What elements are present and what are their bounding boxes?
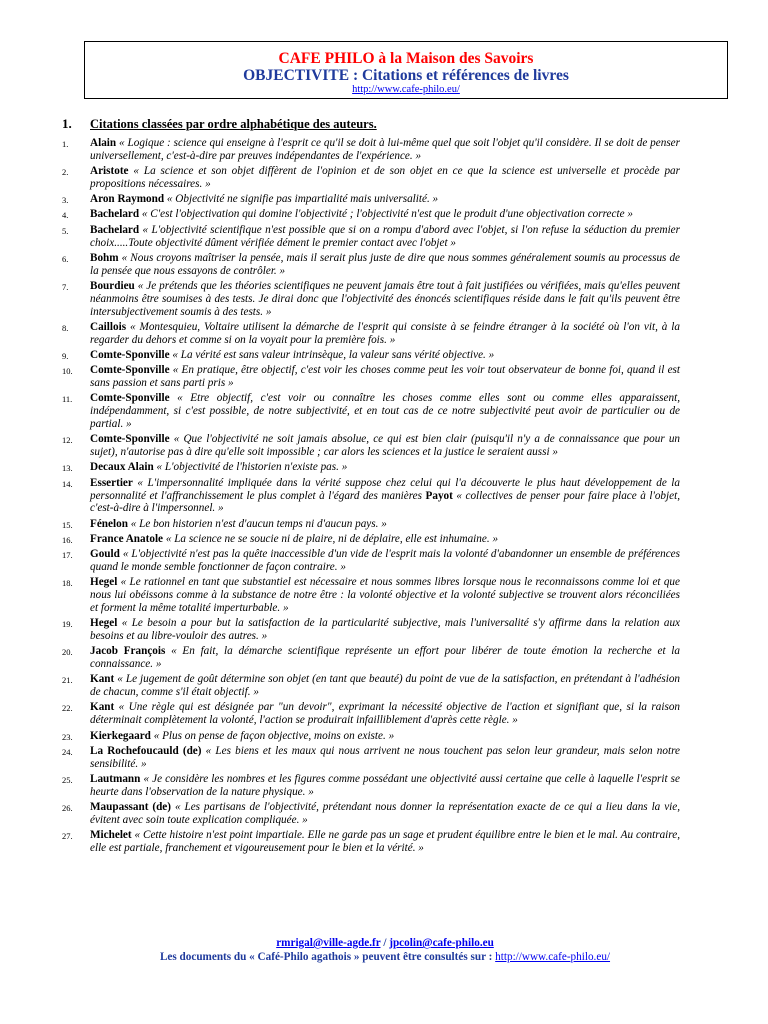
- quote-text: « Nous croyons maîtriser la pensée, mais il serait plus juste de dire que nous sommes généralement soumis au processus de la pensée que nous essayons de contrôler. »: [90, 251, 681, 277]
- quote-text: « La science ne se soucie ni de plaire, ni de déplaire, elle est inhumaine. »: [165, 532, 499, 545]
- quote-text: « Je prétends que les théories scientifiques ne peuvent jamais être tout à fait justifiées ou vérifiées, mais qu'elles peuvent néanmoins être soumises à des tests. Je dirai donc que l'objectivité des énoncés scientifiques réside dans le fait qu'ils peuvent être intersubjectivement soumis à des tests. »: [90, 279, 680, 318]
- list-item: [62, 321, 680, 347]
- list-item: [62, 673, 680, 699]
- quote-text-secondary: « collectives de penser pour faire place à l'objet, c'est-à-dire à l'impersonnel. »: [90, 489, 681, 515]
- email-link-2[interactable]: jpcolin@cafe-philo.eu: [389, 937, 494, 949]
- quote-author: Decaux Alain: [90, 461, 154, 474]
- item-number: 23.: [62, 731, 73, 742]
- quote-text: « L'objectivité de l'historien n'existe pas. »: [156, 461, 348, 474]
- quote-author: Caillois: [90, 320, 127, 333]
- quote-author: Fénelon: [90, 517, 128, 530]
- quote-author: La Rochefoucauld (de): [90, 744, 202, 757]
- quote-author: Hegel: [90, 617, 118, 630]
- quote-text: « Objectivité ne signifie pas impartialité mais universalité. »: [166, 193, 439, 206]
- quote-author: Aron Raymond: [90, 193, 165, 206]
- quote-text: « L'objectivité scientifique n'est possible que si on a rompu d'abord avec l'objet, si l'on refuse la séduction du premier choix.....Toute objectivité dûment vérifiée dément le premier contact avec l'objet »: [90, 223, 680, 249]
- quote-author: Michelet: [90, 829, 132, 842]
- email-separator: /: [383, 937, 387, 949]
- item-number: 18.: [62, 578, 73, 589]
- list-item: [62, 645, 680, 671]
- list-item: [62, 433, 680, 459]
- footer-text: Les documents du « Café-Philo agathois » peuvent être consultés sur :: [159, 951, 493, 963]
- list-item: [62, 224, 680, 250]
- quote-author: Maupassant (de): [90, 801, 172, 814]
- item-number: 17.: [62, 550, 73, 561]
- quote-author: Comte-Sponville: [90, 348, 170, 361]
- quote-text: « Les partisans de l'objectivité, prétendant nous donner la représentation exacte de ce qui a lieu dans la vie, évitent avec soin toute explication compliquée. »: [90, 801, 681, 826]
- quote-author: Kant: [90, 701, 115, 714]
- list-item: [62, 745, 680, 771]
- quote-text: « En pratique, être objectif, c'est voir les choses comme peut les voir tout observateur de bonne foi, quand il est sans passion et sans parti pris »: [90, 364, 681, 390]
- list-item: [62, 533, 680, 546]
- quote-author: France Anatole: [90, 532, 164, 545]
- quote-text: « Le besoin a pour but la satisfaction de la particularité subjective, mais l'universalité s'y affirme dans la relation aux besoins et au libre-vouloir des autres. »: [90, 617, 681, 643]
- quotes-list: [62, 137, 680, 857]
- footer-line: [62, 950, 708, 964]
- item-number: 3.: [62, 195, 69, 206]
- quote-author: Hegel: [90, 576, 118, 589]
- list-item: [62, 773, 680, 799]
- list-item: [62, 364, 680, 390]
- quote-text: « Le bon historien n'est d'aucun temps ni d'aucun pays. »: [130, 517, 387, 530]
- item-number: 13.: [62, 463, 73, 474]
- quote-author: Bohm: [90, 251, 119, 264]
- quote-text: « C'est l'objectivation qui domine l'objectivité ; l'objectivité n'est que le produit d'une objectivation correcte »: [141, 208, 633, 221]
- list-item: [62, 392, 680, 431]
- item-number: 24.: [62, 746, 73, 757]
- item-number: 6.: [62, 253, 69, 264]
- list-item: [62, 617, 680, 643]
- quote-text: « La vérité est sans valeur intrinsèque, la valeur sans vérité objective. »: [172, 348, 495, 361]
- item-number: 25.: [62, 774, 73, 785]
- quote-author: Kant: [90, 673, 115, 686]
- list-item: [62, 137, 680, 163]
- quote-author: Lautmann: [90, 772, 141, 785]
- item-number: 20.: [62, 647, 73, 658]
- quote-text: « Logique : science qui enseigne à l'esprit ce qu'il se doit à lui-même quel que soit l'objet qu'il considère. Il se doit de penser universellement, c'est-à-dire par preuves indépendantes de l'expérience. »: [90, 137, 680, 162]
- item-number: 2.: [62, 167, 69, 178]
- item-number: 8.: [62, 322, 69, 333]
- list-item: [62, 280, 680, 319]
- quote-text: « Les biens et les maux qui nous arrivent ne nous touchent pas selon leur grandeur, mais selon notre sensibilité. »: [90, 744, 681, 770]
- list-item: [62, 349, 680, 362]
- list-item: [62, 701, 680, 727]
- quote-text: « Etre objectif, c'est voir ou connaître les choses comme elles sont ou comme elles apparaissent, indépendamment, si c'est possible, de notre subjectivité, et en tout cas de ce notre subjectivité peut avoir de particulier ou de partial. »: [90, 392, 681, 431]
- list-item: [62, 829, 680, 855]
- quote-author: Comte-Sponville: [90, 433, 170, 446]
- quote-text: « Le rationnel en tant que substantiel est nécessaire et nous sommes libres lorsque nous le reconnaissons comme loi et que nous lui obéissons comme à la substance de notre être : la volonté objective et la volonté subjective se trouvent alors réconciliées et forment la même totalité imperturbable. »: [90, 576, 680, 614]
- item-number: 9.: [62, 350, 69, 361]
- quote-text: « Une règle qui est désignée par "un devoir", exprimant la nécessité objective de l'action et signifiant que, si la raison déterminait complètement la volonté, l'action se produirait infailliblement d'après cette règle. »: [90, 701, 681, 727]
- page-title: CAFE PHILO à la Maison des Savoirs: [278, 50, 534, 67]
- item-number: 11.: [62, 394, 73, 405]
- list-item: [62, 477, 680, 516]
- footer-emails: [62, 936, 708, 950]
- quote-author: Essertier: [90, 476, 133, 489]
- quote-text: « L'impersonnalité impliquée dans la vérité suppose chez celui qui l'a découverte le plus haut développement de la personnalité et l'affranchissement le plus complet à l'égard des manières: [90, 476, 680, 502]
- item-number: 10.: [62, 366, 73, 377]
- item-number: 5.: [62, 225, 69, 236]
- quote-text: « Montesquieu, Voltaire utilisent la démarche de l'esprit qui consiste à se feindre étranger à la société où l'on vit, à la regarder du dehors et comme si on la voyait pour la première fois. »: [90, 320, 680, 346]
- quote-text: « Que l'objectivité ne soit jamais absolue, ce qui est bien clair (puisqu'il n'y a de connaissance que pour un sujet), n'autorise pas à dire qu'elle soit impossible ; car alors les sciences et la justice le seraient aussi »: [90, 433, 681, 459]
- quote-text: « Je considère les nombres et les figures comme possédant une objectivité aussi certaine que celle à laquelle l'esprit se heurte dans l'observation de la nature physique. »: [90, 772, 681, 798]
- item-number: 21.: [62, 675, 73, 686]
- section-heading: [62, 116, 377, 132]
- item-number: 16.: [62, 534, 73, 545]
- page-subtitle: OBJECTIVITE : Citations et références de livres: [243, 67, 569, 84]
- item-number: 15.: [62, 519, 73, 530]
- list-item: [62, 548, 680, 574]
- quote-author: Aristote: [90, 165, 129, 178]
- quote-author: Gould: [90, 548, 120, 561]
- item-number: 19.: [62, 619, 73, 630]
- item-number: 12.: [62, 435, 73, 446]
- email-link-1[interactable]: rmrigal@ville-agde.fr: [276, 937, 381, 949]
- quote-author: Bachelard: [90, 208, 140, 221]
- item-number: 14.: [62, 478, 73, 489]
- list-item: [62, 165, 680, 191]
- header-url-link[interactable]: http://www.cafe-philo.eu/: [352, 84, 460, 95]
- quote-author: Alain: [90, 137, 117, 149]
- quote-text: « La science et son objet diffèrent de l'opinion et de son objet en ce que la science est universelle et procède par propositions nécessaires. »: [90, 165, 680, 191]
- list-item: [62, 193, 680, 206]
- list-item: [62, 461, 680, 474]
- item-number: 22.: [62, 703, 73, 714]
- header-box: [84, 41, 728, 99]
- list-item: [62, 252, 680, 278]
- quote-author: Comte-Sponville: [90, 392, 170, 405]
- item-number: 27.: [62, 831, 73, 842]
- quote-text: « Le jugement de goût détermine son objet (en tant que beauté) du point de vue de la satisfaction, en prétendant à l'adhésion de chacun, comme s'il était objectif. »: [90, 673, 681, 699]
- header-url-line: [85, 84, 727, 96]
- item-number: 4.: [62, 210, 69, 221]
- item-number: 7.: [62, 281, 69, 292]
- list-item: [62, 730, 680, 743]
- quote-author: Comte-Sponville: [90, 364, 170, 377]
- quote-author: Bourdieu: [90, 279, 135, 292]
- quote-text: « Plus on pense de façon objective, moins on existe. »: [153, 729, 395, 742]
- section-number: 1.: [62, 116, 72, 131]
- footer-url-link[interactable]: http://www.cafe-philo.eu/: [495, 951, 611, 963]
- quote-author: Bachelard: [90, 223, 140, 236]
- list-item: [62, 518, 680, 531]
- item-number: 1.: [62, 139, 69, 149]
- list-item: [62, 576, 680, 615]
- section-title: Citations classées par ordre alphabétique des auteurs.: [90, 117, 377, 131]
- quote-text: « Cette histoire n'est point impartiale. Elle ne garde pas un sage et prudent équilibre entre le bien et le mal. Au contraire, elle est partiale, franchement et vigoureusement pour le bien et la vérité. »: [90, 829, 680, 855]
- quote-author: Jacob François: [90, 645, 166, 658]
- quote-text: « L'objectivité n'est pas la quête inaccessible d'un vide de l'esprit mais la volonté d'abandonner un ensemble de préférences quand le monde semble fonctionner de façon contraire. »: [90, 548, 680, 573]
- footer: [62, 936, 708, 964]
- quote-author: Kierkegaard: [90, 729, 151, 742]
- quote-text: « En fait, la démarche scientifique représente un effort pour libérer de toute émotion la recherche et la connaissance. »: [90, 645, 680, 671]
- item-number: 26.: [62, 803, 73, 814]
- list-item: [62, 208, 680, 221]
- list-item: [62, 801, 680, 827]
- quote-author-secondary: Payot: [425, 489, 453, 502]
